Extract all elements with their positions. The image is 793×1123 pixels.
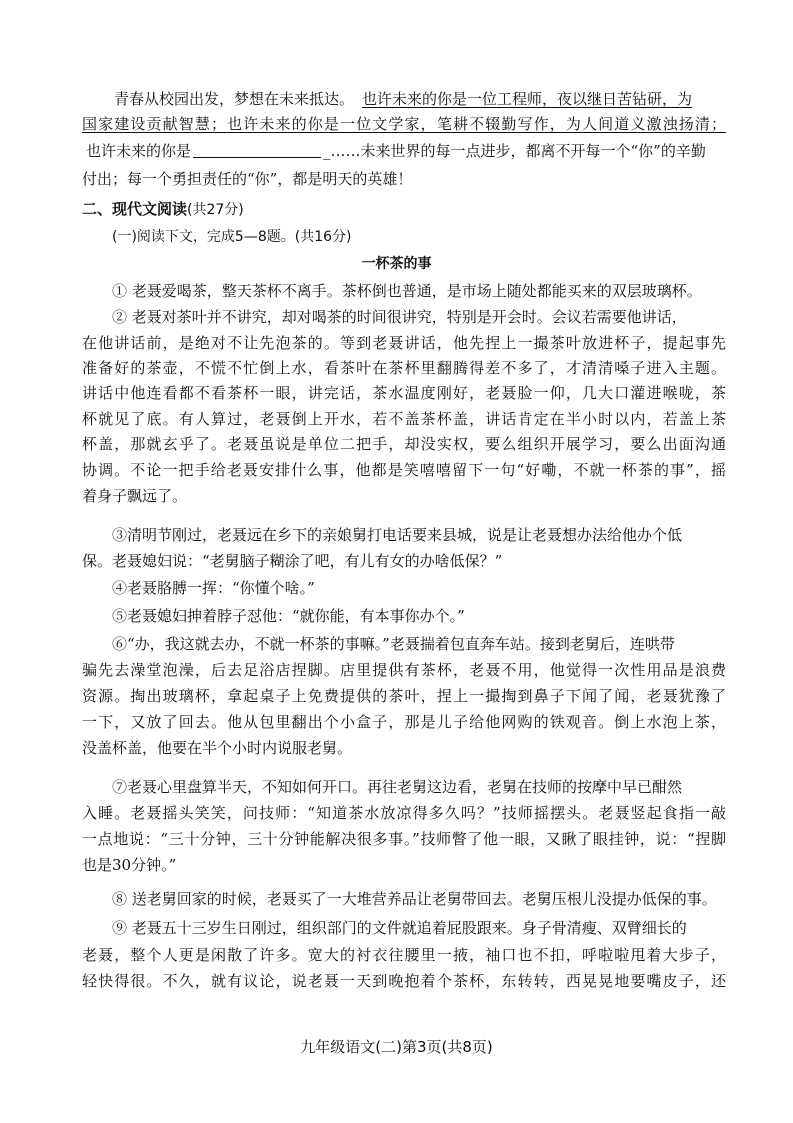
- section-heading: [82, 197, 726, 222]
- article-line: 轻快得很。不久，就有议论，说老聂一天到晚抱着个茶杯，东转转，西晃晃地要嘴皮子，还: [82, 972, 726, 990]
- section-subheading: (一)阅读下文，完成5—8题。(共16分): [112, 229, 352, 245]
- article-line: 讲话中他连看都不看茶杯一眼，讲完话，茶水温度刚好，老聂脸一仰，几大口灌进喉咙，茶: [82, 384, 726, 402]
- article-line: ⑧ 送老舅回家的时候，老聂买了一大堆营养品让老舅带回去。老舅压根儿没提办低保的事。: [112, 890, 717, 908]
- article-line: 也是30分钟。”: [82, 856, 177, 874]
- passage-line-3-text-b: _……未来世界的每一点进步，都离不开每一个“你”的辛勤: [323, 142, 706, 160]
- article-line: ⑨ 老聂五十三岁生日刚过，组织部门的文件就追着屁股跟来。身子骨清瘦、双臂细长的: [112, 919, 687, 937]
- fill-in-blank[interactable]: [193, 140, 321, 158]
- article-title: 一杯茶的事: [361, 256, 432, 272]
- article-line: ⑦老聂心里盘算半天，不知如何开口。再往老舅这边看，老舅在技师的按摩中早已酣然: [112, 778, 683, 796]
- section-heading-score: (共27分): [187, 202, 244, 218]
- article-line: 一点地说：“三十分钟，三十分钟能解决很多事。”技师瞥了他一眼，又瞅了眼挂钟，说：“捏脚: [82, 830, 726, 848]
- passage-line-3-text-a: 也许未来的你是: [86, 142, 192, 160]
- article-line: 入睡。老聂摇头笑笑，问技师：“知道茶水放凉得多久吗？”技师摇摆头。老聂竖起食指一敲: [82, 804, 726, 822]
- article-line: 骗先去澡堂泡澡，后去足浴店捏脚。店里提供有茶杯，老聂不用，他觉得一次性用品是浪费: [82, 661, 726, 679]
- article-line: 在他讲话前，是绝对不让先泡茶的。等到老聂讲话，他先捏上一撮茶叶放进杯子，提起事先: [82, 334, 726, 352]
- passage-line-4: 付出；每一个勇担责任的“你”，都是明天的英雄！: [82, 170, 413, 188]
- passage-line-1-text-b: 也许未来的你是一位工程师，夜以继日苦钻研，为: [362, 90, 693, 108]
- article-line: ⑥“办，我这就去办，不就一杯茶的事嘛。”老聂揣着包直奔车站。接到老舅后，连哄带: [112, 635, 675, 653]
- article-line: 杯盖，那就玄乎了。老聂虽说是单位二把手，却没实权，要么组织开展学习，要么出面沟通: [82, 435, 726, 453]
- page-footer: 九年级语文(二)第3页(共8页): [300, 1038, 493, 1056]
- article-line: 保。老聂媳妇说：“老舅脑子糊涂了吧，有儿有女的办啥低保？”: [82, 552, 503, 570]
- article-line: ⑤老聂媳妇抻着脖子怼他：“就你能，有本事你办个。”: [112, 607, 465, 625]
- article-line: 协调。不论一把手给老聂安排什么事，他都是笑嘻嘻留下一句“好嘞，不就一杯茶的事”，摇: [82, 461, 726, 479]
- article-line: ① 老聂爱喝茶，整天茶杯不离手。茶杯倒也普通，是市场上随处都能买来的双层玻璃杯。: [112, 282, 702, 300]
- passage-line-1-text-a: 青春从校园出发，梦想在未来抵达。: [114, 90, 355, 108]
- article-line: 杯就见了底。有人算过，老聂倒上开水，若不盖茶杯盖，讲话肯定在半小时以内，若盖上茶: [82, 410, 726, 428]
- article-line: 老聂，整个人更是闲散了许多。宽大的衬衣往腰里一掖，袖口也不扣，呼啦啦甩着大步子，: [82, 946, 726, 964]
- article-line: 准备好的茶壶，不慌不忙倒上水，看茶叶在茶杯里翻腾得差不多了，才清清嗓子进入主题。: [82, 359, 726, 377]
- section-heading-title: 二、现代文阅读: [82, 200, 188, 218]
- article-line: 资源。掏出玻璃杯，拿起桌子上免费提供的茶叶，捏上一撮掏到鼻子下闻了闻，老聂犹豫了: [82, 687, 726, 705]
- article-line: ③清明节刚过，老聂远在乡下的亲娘舅打电话要来县城，说是让老聂想办法给他办个低: [112, 526, 683, 544]
- article-line: 着身子飘远了。: [82, 487, 188, 505]
- article-line: 没盖杯盖，他要在半个小时内说服老舅。: [82, 739, 353, 757]
- passage-line-3: [86, 139, 730, 163]
- passage-line-2: 国家建设贡献智慧；也许未来的你是一位文学家，笔耕不辍勤写作，为人间道义激浊扬清；: [82, 115, 726, 133]
- article-line: ② 老聂对茶叶并不讲究，却对喝茶的时间很讲究，特别是开会时。会议若需要他讲话，: [112, 308, 687, 326]
- article-line: 一下，又放了回去。他从包里翻出个小盒子，那是儿子给他网购的铁观音。倒上水泡上茶，: [82, 713, 726, 731]
- article-line: ④老聂胳膊一挥：“你懂个啥。”: [112, 579, 315, 597]
- passage-line-1: [82, 87, 726, 111]
